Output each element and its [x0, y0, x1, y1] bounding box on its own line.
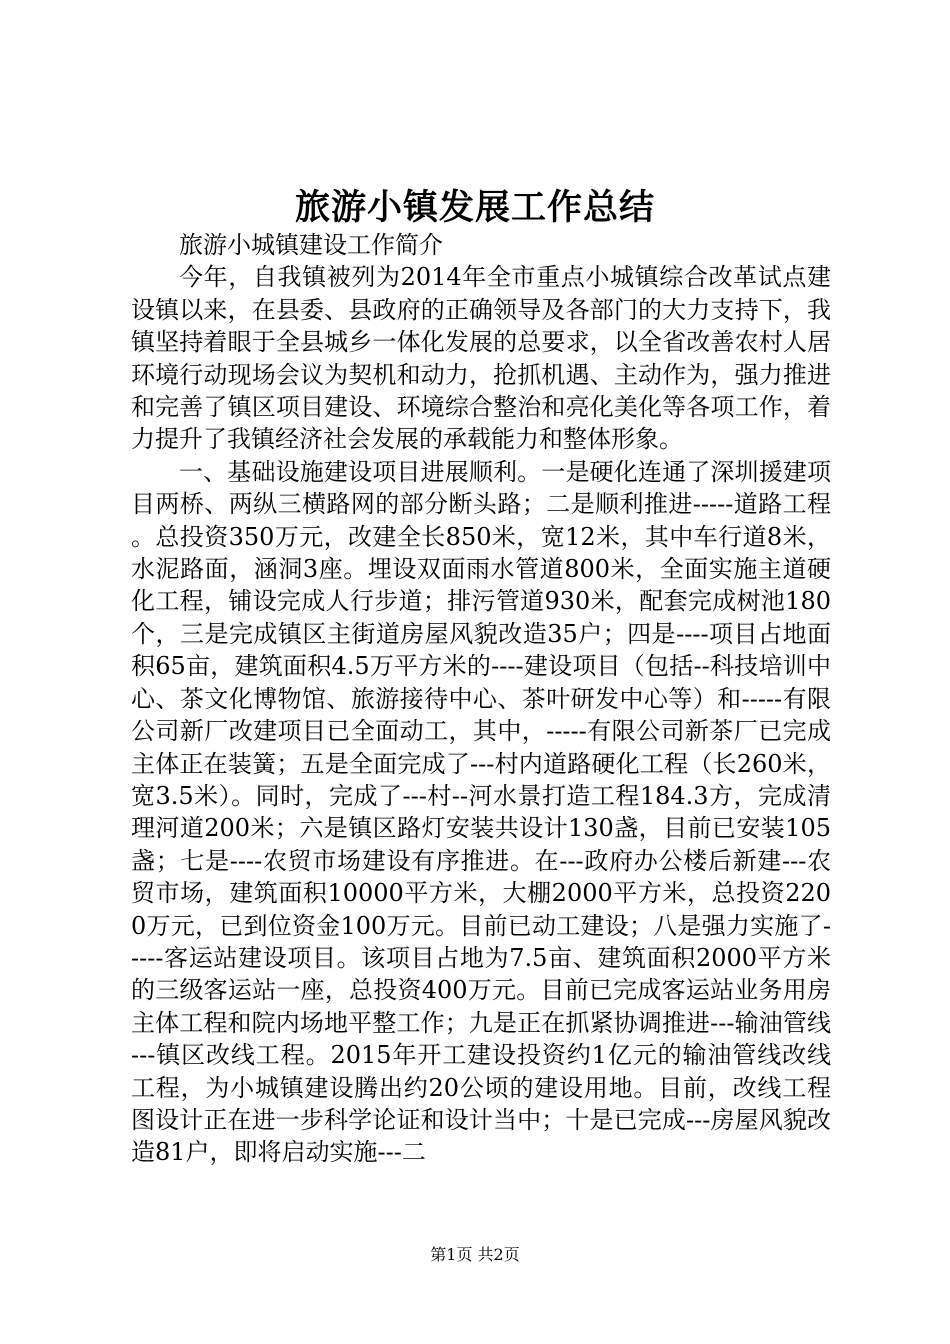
document-body	[131, 229, 831, 1169]
section-heading: 旅游小城镇建设工作简介	[179, 231, 443, 259]
page-number-footer: 第1页 共2页	[430, 1245, 520, 1264]
body-paragraph-infrastructure: 一、基础设施建设项目进展顺利。一是硬化连通了深圳援建项目两桥、两纵三横路网的部分断头路；二是顺利推进-----道路工程。总投资350万元，改建全长850米，宽12米，其中车行道8米，水泥路面，涵洞3座。埋设双面雨水管道800米，全面实施主道硬化工程，铺设完成人行步道；排污管道930米，配套完成树池180个，三是完成镇区主街道房屋风貌改造35户；四是----项目占地面积65亩，建筑面积4.5万平方米的----建设项目（包括--科技培训中心、茶文化博物馆、旅游接待中心、茶叶研发中心等）和-----有限公司新厂改建项目已全面动工，其中，-----有限公司新茶厂已完成主体正在装簧；五是全面完成了---村内道路硬化工程（长260米，宽3.5米）。同时，完成了---村--河水景打造工程184.3方，完成清理河道200米；六是镇区路灯安装共设计130盏，目前已安装105盏；七是----农贸市场建设有序推进。在---政府办公楼后新建---农贸市场，建筑面积10000平方米，大棚2000平方米，总投资2200万元，已到位资金100万元。目前已动工建设；八是强力实施了-----客运站建设项目。该项目占地为7.5亩、建筑面积2000平方米的三级客运站一座，总投资400万元。目前已完成客运站业务用房主体工程和院内场地平整工作；九是正在抓紧协调推进---输油管线---镇区改线工程。2015年开工建设投资约1亿元的输油管线改线工程，为小城镇建设腾出约20公顷的建设用地。目前，改线工程图设计正在进一步科学论证和设计当中；十是已完成---房屋风貌改造81户，即将启动实施---二	[131, 457, 831, 1167]
body-paragraph-intro: 今年，自我镇被列为2014年全市重点小城镇综合改革试点建设镇以来，在县委、县政府的正确领导及各部门的大力支持下，我镇坚持着眼于全县城乡一体化发展的总要求，以全省改善农村人居环境行动现场会议为契机和动力，抢抓机遇、主动作为，强力推进和完善了镇区项目建设、环境综合整治和亮化美化等各项工作，着力提升了我镇经济社会发展的承载能力和整体形象。	[131, 263, 831, 454]
document-title: 旅游小镇发展工作总结	[294, 187, 655, 228]
